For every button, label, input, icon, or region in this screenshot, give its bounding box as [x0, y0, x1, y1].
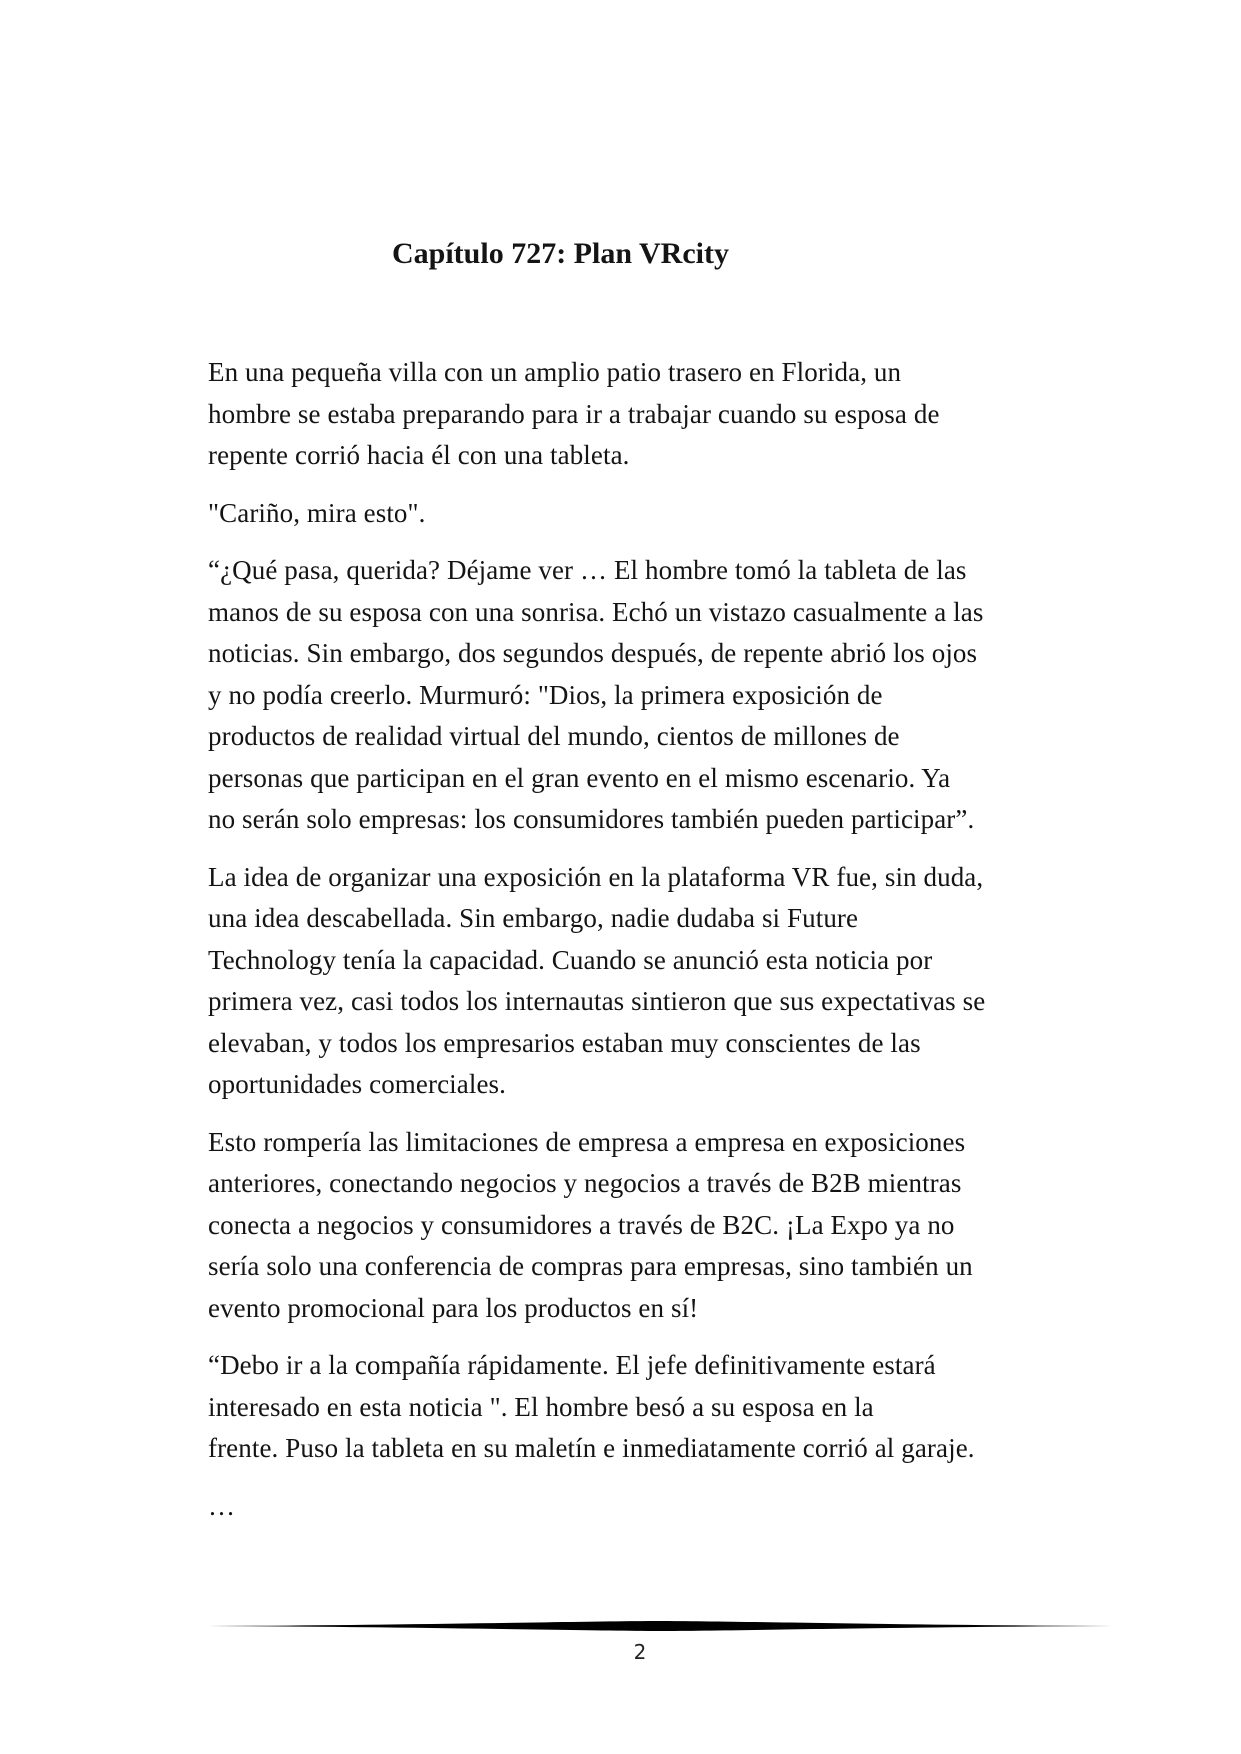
chapter-title: Capítulo 727: Plan VRcity: [392, 237, 729, 270]
text-line: primera vez, casi todos los internautas sintieron que sus expectativas se: [208, 986, 986, 1016]
paragraph: [208, 1122, 1073, 1330]
text-line: “¿Qué pasa, querida? Déjame ver … El hombre tomó la tableta de las: [208, 555, 967, 585]
chapter-body: [208, 352, 1073, 1527]
text-line: "Cariño, mira esto".: [208, 497, 426, 528]
text-line: sería solo una conferencia de compras para empresas, sino también un: [208, 1251, 973, 1281]
text-line: una idea descabellada. Sin embargo, nadie dudaba si Future: [208, 903, 859, 933]
paragraph: [208, 1486, 1073, 1528]
paragraph: [208, 857, 1073, 1106]
paragraph: [208, 493, 1073, 535]
text-line: hombre se estaba preparando para ir a trabajar cuando su esposa de: [208, 398, 940, 429]
text-line: manos de su esposa con una sonrisa. Echó un vistazo casualmente a las: [208, 596, 984, 627]
text-line: no serán solo empresas: los consumidores también pueden participar”.: [208, 804, 975, 834]
text-line: personas que participan en el gran evento en el mismo escenario. Ya: [208, 762, 951, 793]
text-line: Technology tenía la capacidad. Cuando se anunció esta noticia por: [208, 944, 933, 975]
text-line: La idea de organizar una exposición en la plataforma VR fue, sin duda,: [208, 861, 984, 892]
text-line: …: [208, 1490, 236, 1521]
text-line: En una pequeña villa con un amplio patio trasero en Florida, un: [208, 357, 902, 387]
text-line: “Debo ir a la compañía rápidamente. El jefe definitivamente estará: [208, 1350, 936, 1380]
text-line: y no podía creerlo. Murmuró: "Dios, la primera exposición de: [208, 679, 883, 710]
text-line: noticias. Sin embargo, dos segundos después, de repente abrió los ojos: [208, 638, 978, 668]
text-line: frente. Puso la tableta en su maletín e inmediatamente corrió al garaje.: [208, 1433, 975, 1463]
page-number: 2: [633, 1640, 647, 1664]
text-line: elevaban, y todos los empresarios estaban muy conscientes de las: [208, 1027, 921, 1058]
footer-divider: [208, 1619, 1113, 1633]
text-line: repente corrió hacia él con una tableta.: [208, 440, 630, 470]
text-line: evento promocional para los productos en sí!: [208, 1292, 699, 1323]
text-line: conecta a negocios y consumidores a través de B2C. ¡La Expo ya no: [208, 1209, 955, 1240]
paragraph: [208, 1345, 1073, 1470]
paragraph: [208, 352, 1073, 477]
text-line: anteriores, conectando negocios y negocios a través de B2B mientras: [208, 1168, 962, 1198]
text-line: Esto rompería las limitaciones de empresa a empresa en exposiciones: [208, 1126, 966, 1157]
text-line: productos de realidad virtual del mundo, cientos de millones de: [208, 721, 900, 751]
text-line: interesado en esta noticia ". El hombre besó a su esposa en la: [208, 1391, 874, 1422]
text-line: oportunidades comerciales.: [208, 1069, 506, 1099]
paragraph: [208, 550, 1073, 841]
